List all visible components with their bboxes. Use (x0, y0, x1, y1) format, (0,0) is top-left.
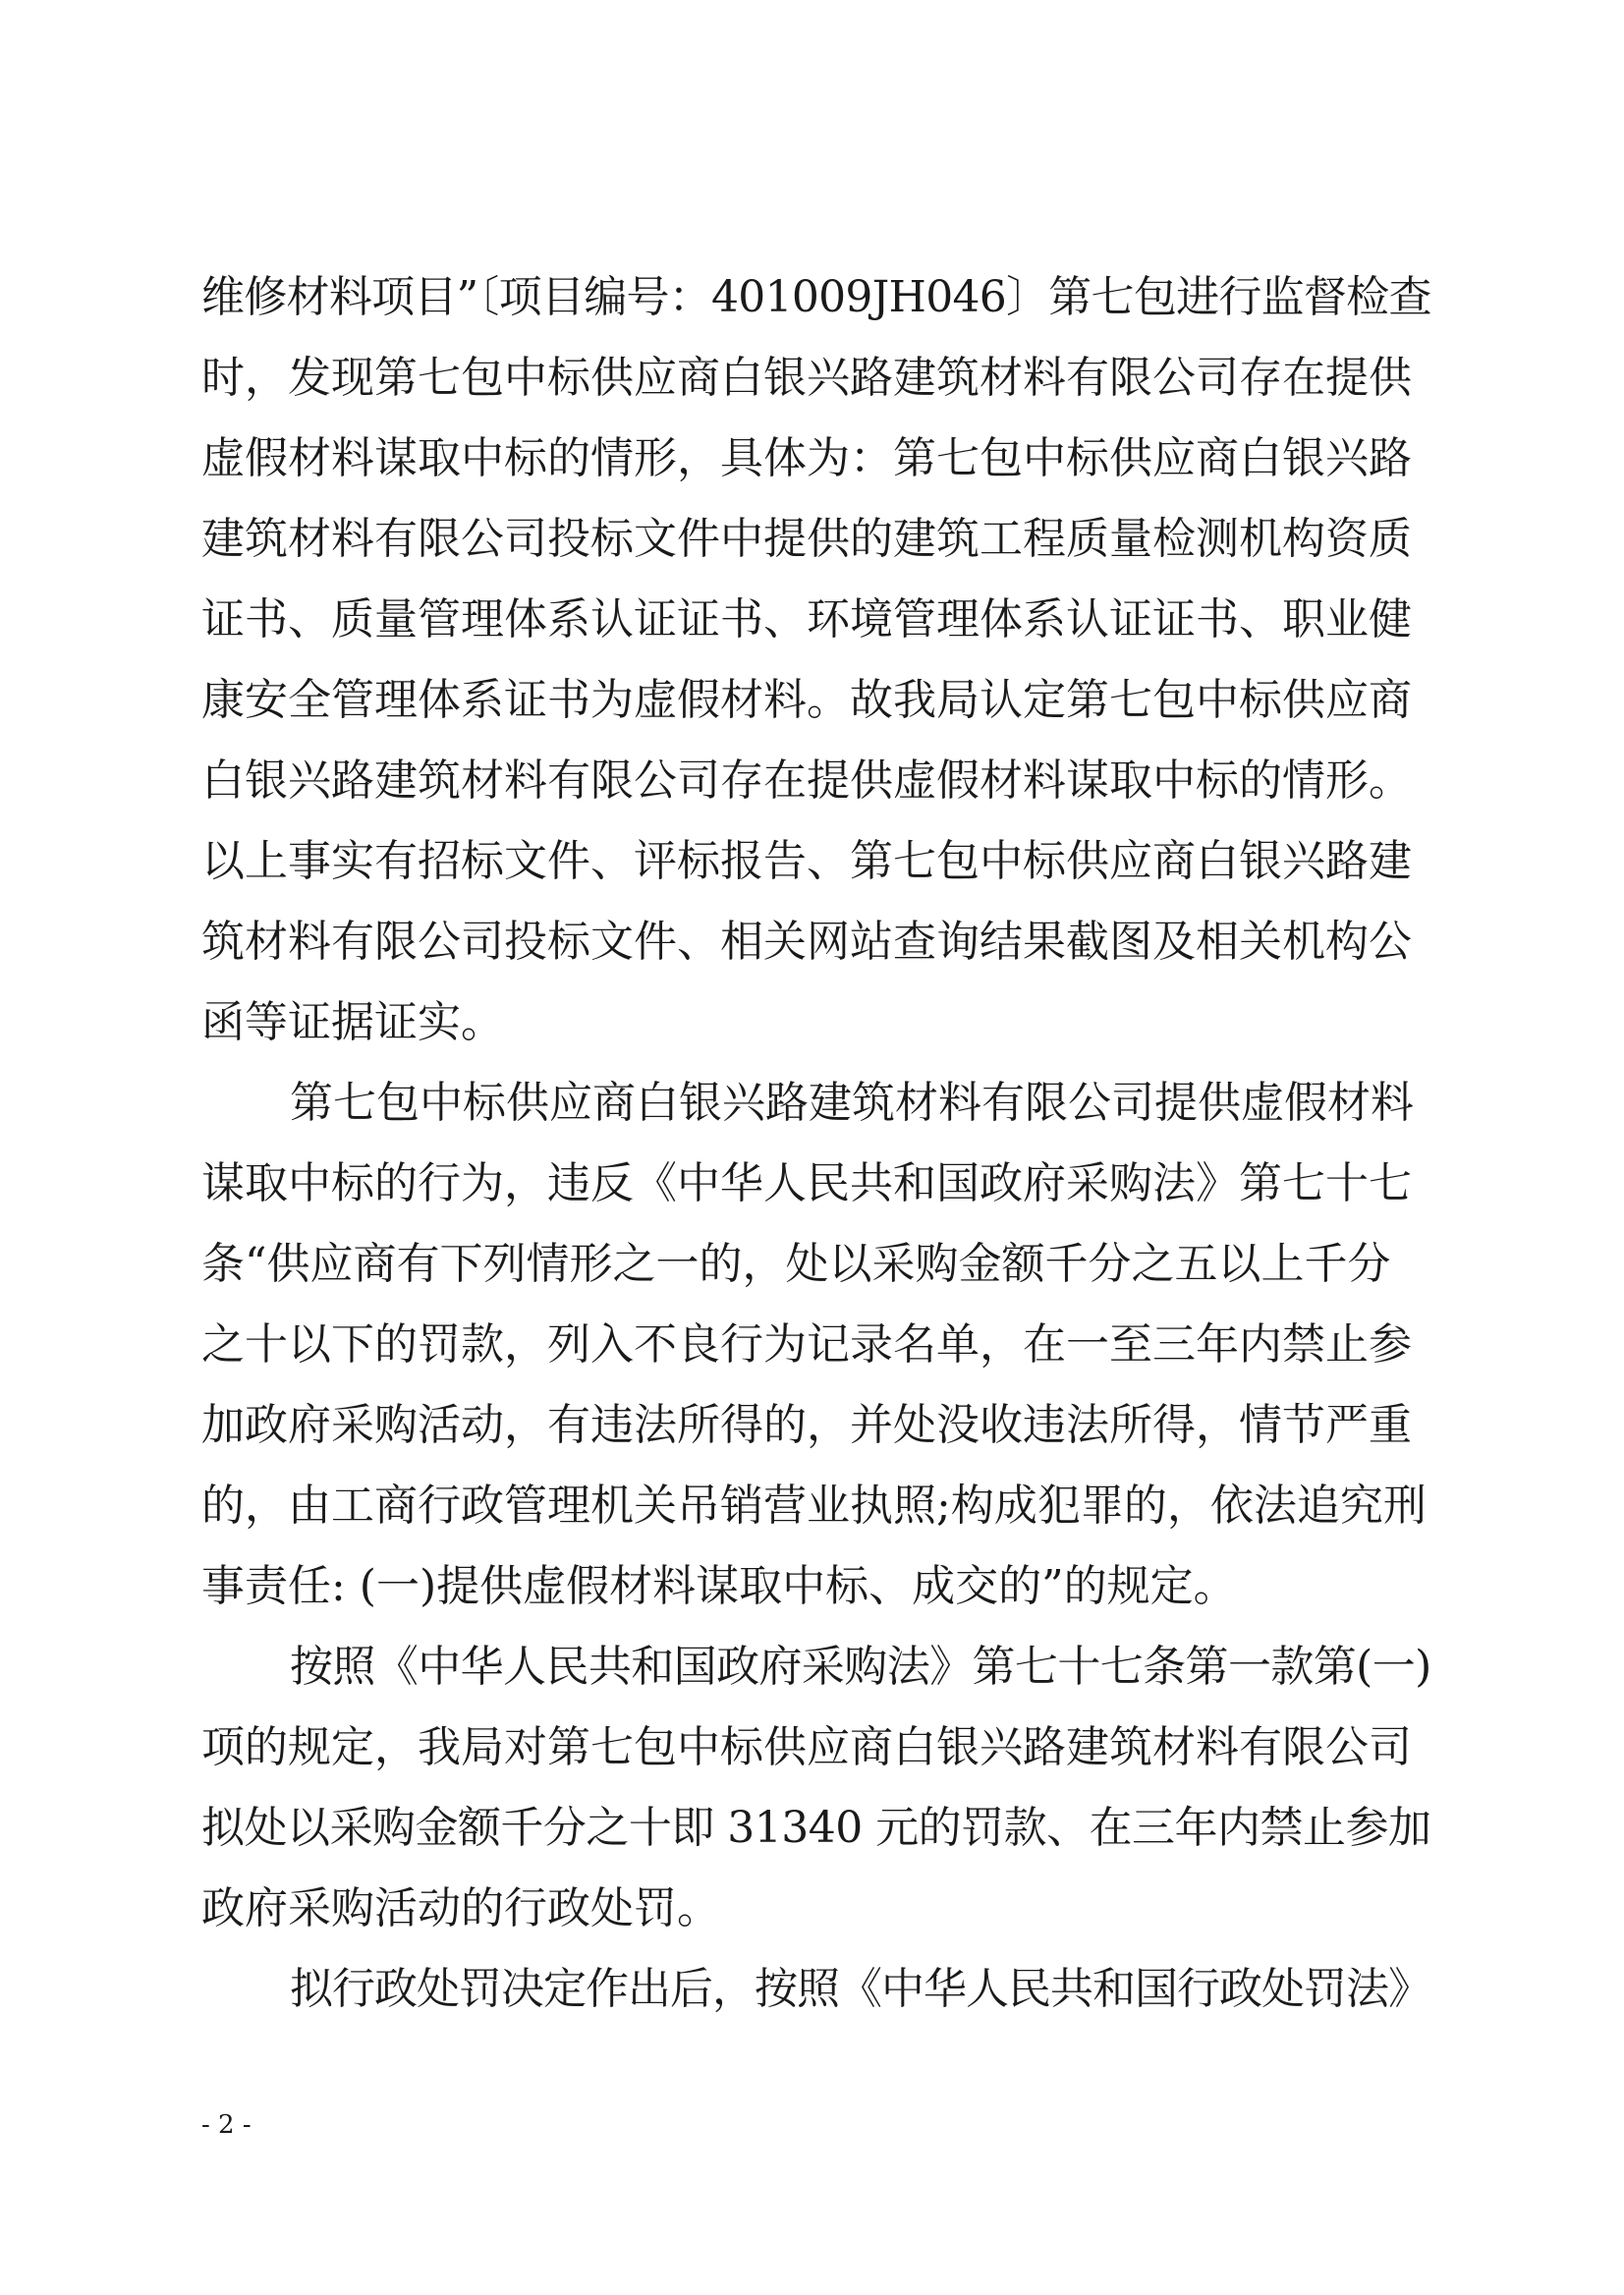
text-line: 之十以下的罚款，列入不良行为记录名单，在一至三年内禁止参 (201, 1319, 1412, 1370)
text-line: 政府采购活动的行政处罚。 (201, 1883, 720, 1933)
text-line: 的，由工商行政管理机关吊销营业执照;构成犯罪的，依法追究刑 (201, 1481, 1427, 1531)
text-line: 谋取中标的行为，违反《中华人民共和国政府采购法》第七十七 (201, 1158, 1412, 1208)
text-line: 筑材料有限公司投标文件、相关网站查询结果截图及相关机构公 (201, 917, 1412, 967)
text-line: 虚假材料谋取中标的情形，具体为：第七包中标供应商白银兴路 (201, 433, 1412, 483)
text-line: 维修材料项目”〔项目编号：401009JH046〕第七包进行监督检查 (201, 272, 1431, 322)
text-line: 条“供应商有下列情形之一的，处以采购金额千分之五以上千分 (201, 1239, 1391, 1289)
text-line: 时，发现第七包中标供应商白银兴路建筑材料有限公司存在提供 (201, 353, 1412, 403)
text-line: 拟行政处罚决定作出后，按照《中华人民共和国行政处罚法》 (290, 1964, 1430, 2014)
text-line: 以上事实有招标文件、评标报告、第七包中标供应商白银兴路建 (201, 836, 1412, 886)
text-line: 第七包中标供应商白银兴路建筑材料有限公司提供虚假材料 (290, 1078, 1414, 1128)
text-line: 按照《中华人民共和国政府采购法》第七十七条第一款第(一) (290, 1642, 1431, 1692)
text-line: 函等证据证实。 (201, 997, 504, 1047)
text-line: 事责任: (一)提供虚假材料谋取中标、成交的”的规定。 (201, 1561, 1237, 1611)
text-line: 白银兴路建筑材料有限公司存在提供虚假材料谋取中标的情形。 (201, 756, 1412, 806)
text-line: 加政府采购活动，有违法所得的，并处没收违法所得，情节严重 (201, 1400, 1412, 1450)
text-line: 康安全管理体系证书为虚假材料。故我局认定第七包中标供应商 (201, 675, 1412, 725)
page-number: - 2 - (201, 2110, 252, 2140)
text-line: 项的规定，我局对第七包中标供应商白银兴路建筑材料有限公司 (201, 1722, 1412, 1772)
text-line: 拟处以采购金额千分之十即 31340 元的罚款、在三年内禁止参加 (201, 1803, 1431, 1853)
body-text (201, 257, 1431, 2030)
text-line: 证书、质量管理体系认证证书、环境管理体系认证证书、职业健 (201, 594, 1412, 644)
text-line: 建筑材料有限公司投标文件中提供的建筑工程质量检测机构资质 (201, 514, 1412, 564)
